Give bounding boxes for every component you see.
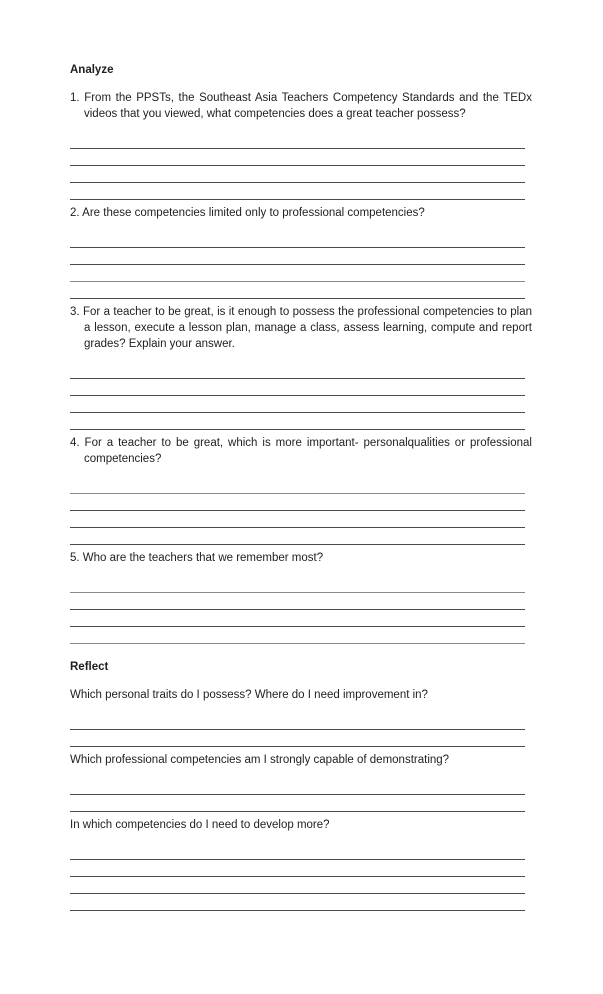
answer-line[interactable]	[70, 795, 525, 812]
answer-line[interactable]	[70, 379, 525, 396]
answer-lines-r1	[70, 713, 532, 747]
answer-line[interactable]	[70, 843, 525, 860]
answer-line[interactable]	[70, 413, 525, 430]
answer-line[interactable]	[70, 610, 525, 627]
answer-line[interactable]	[70, 860, 525, 877]
question-1-number: 1.	[70, 92, 80, 104]
reflect-question-2: Which professional competencies am I strongly capable of demonstrating?	[70, 754, 450, 766]
answer-lines-q5	[70, 576, 532, 644]
question-2-text: Are these competencies limited only to professional competencies?	[82, 207, 425, 219]
answer-line[interactable]	[70, 362, 525, 379]
answer-lines-q4	[70, 477, 532, 545]
answer-lines-q2	[70, 231, 532, 299]
answer-line[interactable]	[70, 778, 525, 795]
question-5-text: Who are the teachers that we remember most?	[82, 552, 324, 564]
reflect-question-3: In which competencies do I need to develop more?	[70, 819, 330, 831]
section-heading-reflect: Reflect	[70, 661, 109, 673]
answer-line[interactable]	[70, 593, 525, 610]
answer-line[interactable]	[70, 576, 525, 593]
answer-line[interactable]	[70, 477, 525, 494]
answer-line[interactable]	[70, 183, 525, 200]
answer-line[interactable]	[70, 248, 525, 265]
question-5	[70, 550, 532, 566]
question-4	[70, 435, 532, 467]
question-3	[70, 304, 532, 352]
question-3-text: For a teacher to be great, is it enough to possess the professional competencies to plan a lesson, execute a lesson plan, manage a class, assess learning, compute and report grades? Explain your answer.	[82, 306, 532, 350]
answer-line[interactable]	[70, 713, 525, 730]
reflect-question-1: Which personal traits do I possess? Where do I need improvement in?	[70, 689, 428, 701]
answer-line[interactable]	[70, 231, 525, 248]
section-analyze	[70, 62, 532, 644]
answer-line[interactable]	[70, 149, 525, 166]
answer-line[interactable]	[70, 627, 525, 644]
answer-line[interactable]	[70, 265, 525, 282]
answer-line[interactable]	[70, 877, 525, 894]
answer-line[interactable]	[70, 282, 525, 299]
answer-line[interactable]	[70, 528, 525, 545]
answer-line[interactable]	[70, 166, 525, 183]
section-reflect	[70, 659, 532, 911]
answer-line[interactable]	[70, 511, 525, 528]
question-2-number: 2.	[70, 207, 80, 219]
question-1-text: From the PPSTs, the Southeast Asia Teachers Competency Standards and the TEDx videos that you viewed, what competencies does a great teacher possess?	[84, 92, 532, 120]
question-4-number: 4.	[70, 437, 80, 449]
answer-line[interactable]	[70, 494, 525, 511]
answer-lines-r2	[70, 778, 532, 812]
answer-lines-r3	[70, 843, 532, 911]
question-4-text: For a teacher to be great, which is more important- personalqualities or professional competencies?	[84, 437, 532, 465]
question-3-number: 3.	[70, 306, 80, 318]
answer-line[interactable]	[70, 396, 525, 413]
answer-line[interactable]	[70, 730, 525, 747]
answer-lines-q3	[70, 362, 532, 430]
answer-line[interactable]	[70, 894, 525, 911]
question-1	[70, 90, 532, 122]
section-heading-analyze: Analyze	[70, 64, 114, 76]
answer-lines-q1	[70, 132, 532, 200]
question-5-number: 5.	[70, 552, 80, 564]
answer-line[interactable]	[70, 132, 525, 149]
question-2	[70, 205, 532, 221]
